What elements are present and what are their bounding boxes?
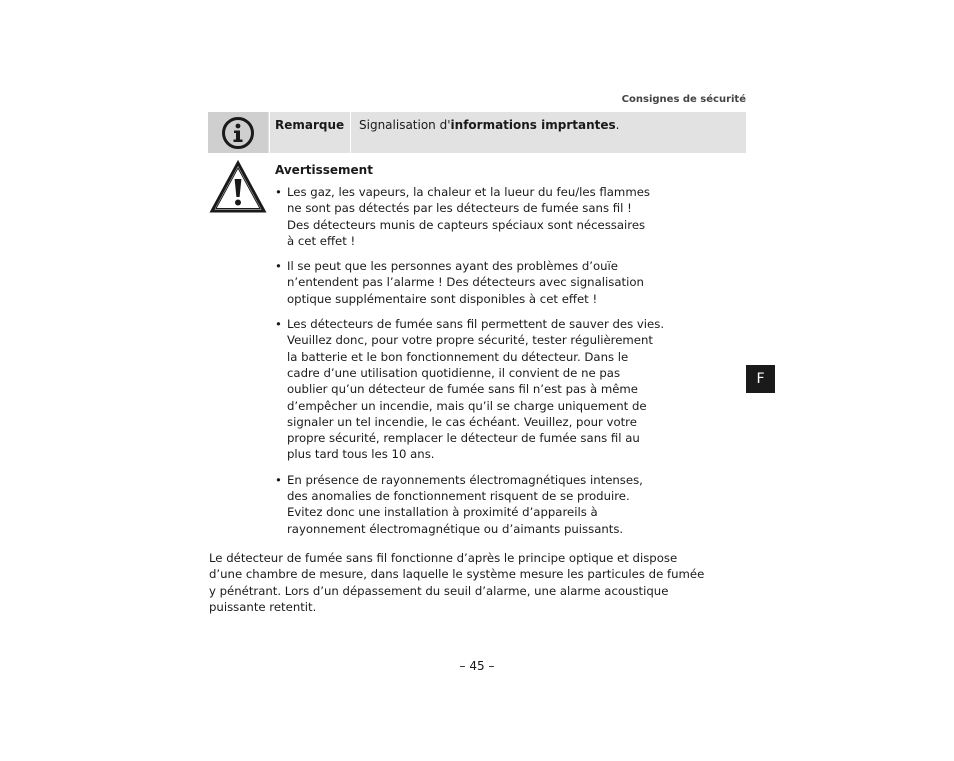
note-icon-cell bbox=[208, 112, 268, 153]
note-text bbox=[359, 118, 619, 132]
list-item bbox=[275, 184, 715, 249]
bullet-dot: • bbox=[275, 185, 282, 199]
list-item bbox=[275, 472, 715, 537]
note-text-prefix: Signalisation d' bbox=[359, 118, 451, 132]
note-box bbox=[208, 112, 746, 153]
bullet-text: En présence de rayonnements électromagnétiques intenses, des anomalies de fonctionnement risquent de se produire. Evitez donc une installation à proximité d’appareils à rayonnement électromagnétique ou d’aimants puissants. bbox=[287, 472, 643, 536]
note-text-bold: informations imprtantes bbox=[450, 118, 616, 132]
warning-title: Avertissement bbox=[275, 163, 373, 177]
bullet-text: Il se peut que les personnes ayant des problèmes d’ouïe n’entendent pas l’alarme ! Des détecteurs avec signalisation optique supplémentaire sont disponibles à cet effet ! bbox=[287, 259, 644, 306]
note-divider bbox=[269, 112, 270, 153]
bullet-dot: • bbox=[275, 259, 282, 274]
section-header: Consignes de sécurité bbox=[621, 94, 746, 105]
note-label: Remarque bbox=[275, 118, 345, 132]
note-text-suffix: . bbox=[615, 118, 620, 132]
bullet-text: Les gaz, les vapeurs, la chaleur et la lueur du feu/les flammes ne sont pas détectés par les détecteurs de fumée sans fil ! Des détecteurs munis de capteurs spéciaux sont nécessaires à cet effet ! bbox=[287, 185, 650, 248]
bullet-text: Les détecteurs de fumée sans fil permettent de sauver des vies. Veuillez donc, pour votre propre sécurité, tester régulièrement la batterie et le bon fonctionnement du détecteur. Dans le cadre d’une utilisation quotidienne, il convient de ne pas oublier qu’un détecteur de fumée sans fil n’est pas à même d’empêcher un incendie, mais qu’il se charge uniquement de signaler un tel incendie, le cas échéant. Veuillez, pour votre propre sécurité, remplacer le détecteur de fumée sans fil au plus tard tous les 10 ans. bbox=[287, 317, 665, 462]
body-paragraph: Le détecteur de fumée sans fil fonctionne d’après le principe optique et dispose d’une chambre de mesure, dans laquelle le système mesure les particules de fumée y pénétrant. Lors d’un dépassement du seuil d’alarme, une alarme acoustique puissante retentit. bbox=[209, 551, 705, 614]
warning-triangle-icon bbox=[209, 160, 267, 214]
bullet-dot: • bbox=[275, 317, 282, 332]
info-circle-icon bbox=[221, 116, 255, 150]
note-divider-2 bbox=[350, 112, 351, 153]
bullet-dot: • bbox=[275, 472, 282, 487]
list-item bbox=[275, 316, 715, 463]
language-tab: F bbox=[746, 365, 775, 393]
warning-list bbox=[275, 184, 715, 546]
page-number: – 45 – bbox=[459, 659, 495, 673]
list-item bbox=[275, 258, 715, 307]
